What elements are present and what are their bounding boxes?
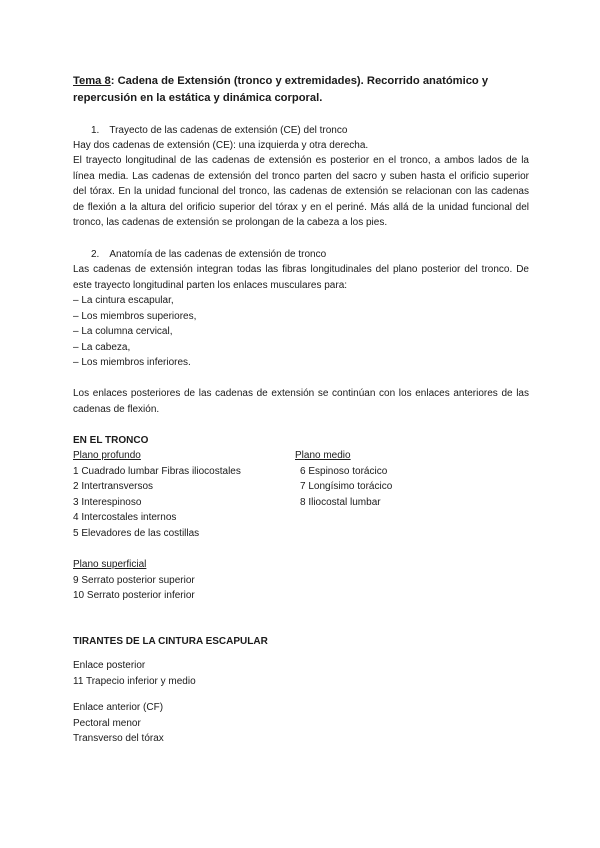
list-item: – La cabeza, xyxy=(73,341,131,353)
section2-closing: Los enlaces posteriores de las cadenas de extensión se continúan con los enlaces anteriores de las cadenas de flexión. xyxy=(73,388,529,415)
list-item: – Los miembros superiores, xyxy=(73,310,197,322)
list-item: – La columna cervical, xyxy=(73,326,173,337)
title-label: Tema 8 xyxy=(73,75,111,87)
enlace-anterior-label: Enlace anterior (CF) xyxy=(73,702,164,713)
list-item: 3 Interespinoso xyxy=(73,496,142,508)
section1-line1: Hay dos cadenas de extensión (CE): una izquierda y otra derecha. xyxy=(73,140,369,151)
list-item: 4 Intercostales internos xyxy=(73,512,177,523)
list-item: 9 Serrato posterior superior xyxy=(73,574,195,586)
list-item: 1 Cuadrado lumbar Fibras iliocostales xyxy=(73,465,241,477)
list-item: 7 Longísimo torácico xyxy=(300,481,393,492)
plano-superficial-label: Plano superficial xyxy=(73,559,147,570)
enlace-anterior-group xyxy=(73,700,164,747)
plano-profundo-label: Plano profundo xyxy=(73,450,141,461)
section1-heading: 1. Trayecto de las cadenas de extensión (CE) del tronco xyxy=(91,125,348,136)
list-item: 6 Espinoso torácico xyxy=(300,465,388,477)
plano-superficial-column xyxy=(73,557,195,604)
list-item: 5 Elevadores de las costillas xyxy=(73,527,200,539)
plano-medio-label: Plano medio xyxy=(295,450,351,461)
page-title xyxy=(73,73,529,106)
plano-profundo-column xyxy=(73,448,241,541)
list-item: 2 Intertransversos xyxy=(73,481,154,492)
tronco-heading: EN EL TRONCO xyxy=(73,435,149,446)
list-item: 8 Iliocostal lumbar xyxy=(300,496,381,508)
list-item: – Los miembros inferiores. xyxy=(73,357,191,368)
enlace-posterior-label: Enlace posterior xyxy=(73,660,146,671)
list-item: Pectoral menor xyxy=(73,717,141,729)
section2-list xyxy=(73,293,529,371)
section2-paragraph: Las cadenas de extensión integran todas las fibras longitudinales del plano posterior del tronco. De este trayecto longitudinal parten los enlaces musculares para: xyxy=(73,264,529,291)
list-item: – La cintura escapular, xyxy=(73,295,174,306)
section2-heading: 2. Anatomía de las cadenas de extensión de tronco xyxy=(91,249,327,260)
section1-paragraph: El trayecto longitudinal de las cadenas de extensión es posterior en el tronco, a ambos lados de la línea media. Las cadenas de extensión del tronco parten del sacro y suben hasta el orificio superior del tórax. En la unidad funcional del tronco, las cadenas de extensión se relacionan con las cadenas de flexión a la altura del orificio superior del tórax y en el periné. Más allá de la unidad funcional del tronco, las cadenas de extensión se prolongan de la cabeza a los pies. xyxy=(73,155,529,228)
enlace-posterior-group xyxy=(73,658,196,689)
plano-medio-column xyxy=(295,448,392,510)
tirantes-heading: TIRANTES DE LA CINTURA ESCAPULAR xyxy=(73,636,268,647)
list-item: 11 Trapecio inferior y medio xyxy=(73,675,196,687)
list-item: 10 Serrato posterior inferior xyxy=(73,590,195,601)
list-item: Transverso del tórax xyxy=(73,733,164,744)
title-text: : Cadena de Extensión (tronco y extremidades). Recorrido anatómico y repercusión en la estática y dinámica corporal. xyxy=(73,75,489,104)
